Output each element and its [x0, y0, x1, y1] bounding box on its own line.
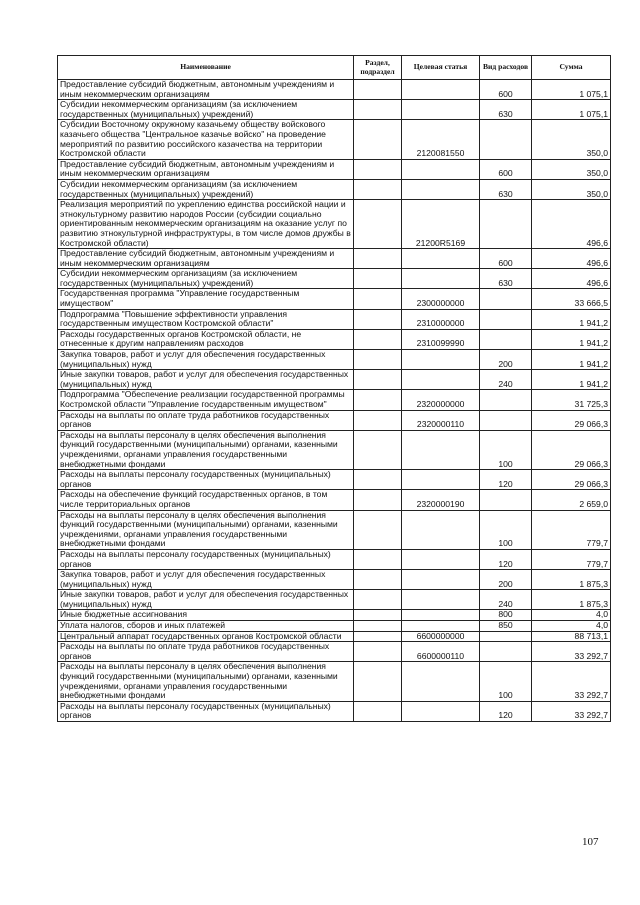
header-section: Раздел, подраздел [354, 56, 402, 80]
row-section [354, 642, 402, 662]
row-target-article: 6600000110 [402, 642, 480, 662]
table-row [58, 289, 611, 309]
row-target-article [402, 370, 480, 390]
row-target-article [402, 80, 480, 100]
row-expense-type: 120 [480, 470, 532, 490]
header-type: Вид расходов [480, 56, 532, 80]
row-name: Иные закупки товаров, работ и услуг для обеспечения государственных (муниципальных) нужд [58, 370, 354, 390]
row-section [354, 610, 402, 621]
table-row [58, 370, 611, 390]
row-target-article: 6600000000 [402, 631, 480, 642]
table-row [58, 350, 611, 370]
row-name: Уплата налогов, сборов и иных платежей [58, 621, 354, 632]
table-row [58, 621, 611, 632]
row-section [354, 510, 402, 549]
row-name: Расходы государственных органов Костромской области, не отнесенные к другим направлениям расходов [58, 329, 354, 349]
row-sum: 496,6 [532, 200, 611, 249]
row-target-article [402, 179, 480, 199]
row-name: Расходы на выплаты по оплате труда работников государственных органов [58, 642, 354, 662]
row-sum: 779,7 [532, 510, 611, 549]
row-name: Расходы на выплаты персоналу в целях обеспечения выполнения функций государственными (муниципальными) органами, казенными учреждениями, органами управления государственными внебюджетными фондами [58, 430, 354, 469]
row-expense-type [480, 410, 532, 430]
table-row [58, 549, 611, 569]
row-sum: 1 941,2 [532, 309, 611, 329]
row-sum: 33 292,7 [532, 662, 611, 701]
row-sum: 33 292,7 [532, 701, 611, 721]
row-target-article [402, 662, 480, 701]
table-row [58, 390, 611, 410]
table-row [58, 249, 611, 269]
row-name: Субсидии некоммерческим организациям (за исключением государственных (муниципальных) учреждений) [58, 100, 354, 120]
row-expense-type [480, 631, 532, 642]
row-expense-type: 200 [480, 570, 532, 590]
row-expense-type: 850 [480, 621, 532, 632]
row-expense-type [480, 200, 532, 249]
row-expense-type: 600 [480, 80, 532, 100]
row-section [354, 309, 402, 329]
row-section [354, 549, 402, 569]
row-section [354, 631, 402, 642]
table-row [58, 100, 611, 120]
row-target-article [402, 590, 480, 610]
row-sum: 33 666,5 [532, 289, 611, 309]
row-expense-type: 200 [480, 350, 532, 370]
table-row [58, 570, 611, 590]
row-expense-type: 240 [480, 590, 532, 610]
row-target-article: 2120081550 [402, 120, 480, 159]
row-expense-type [480, 642, 532, 662]
row-section [354, 350, 402, 370]
row-name: Расходы на выплаты персоналу в целях обеспечения выполнения функций государственными (муниципальными) органами, казенными учреждениями, органами управления государственными внебюджетными фондами [58, 510, 354, 549]
row-expense-type: 600 [480, 249, 532, 269]
row-target-article: 2310000000 [402, 309, 480, 329]
row-sum: 1 941,2 [532, 329, 611, 349]
row-section [354, 159, 402, 179]
table-row [58, 631, 611, 642]
row-target-article [402, 350, 480, 370]
table-row [58, 120, 611, 159]
table-row [58, 269, 611, 289]
table-row [58, 430, 611, 469]
row-section [354, 430, 402, 469]
row-sum: 779,7 [532, 549, 611, 569]
row-expense-type: 800 [480, 610, 532, 621]
row-sum: 4,0 [532, 621, 611, 632]
table-row [58, 510, 611, 549]
row-section [354, 370, 402, 390]
row-sum: 496,6 [532, 249, 611, 269]
row-target-article [402, 701, 480, 721]
table-row [58, 329, 611, 349]
row-sum: 33 292,7 [532, 642, 611, 662]
row-name: Субсидии Восточному окружному казачьему обществу войскового казачьего общества "Центральное казачье войско" на проведение мероприятий по развитию российского казачества на территории Костромской области [58, 120, 354, 159]
table-row [58, 410, 611, 430]
table-row [58, 470, 611, 490]
row-sum: 1 075,1 [532, 100, 611, 120]
row-name: Государственная программа "Управление государственным имуществом" [58, 289, 354, 309]
row-expense-type: 630 [480, 100, 532, 120]
row-section [354, 621, 402, 632]
row-sum: 1 941,2 [532, 370, 611, 390]
row-target-article [402, 100, 480, 120]
row-name: Центральный аппарат государственных органов Костромской области [58, 631, 354, 642]
row-expense-type: 630 [480, 269, 532, 289]
row-sum: 350,0 [532, 179, 611, 199]
row-sum: 350,0 [532, 120, 611, 159]
row-name: Иные бюджетные ассигнования [58, 610, 354, 621]
row-name: Расходы на выплаты по оплате труда работников государственных органов [58, 410, 354, 430]
row-target-article [402, 570, 480, 590]
row-section [354, 200, 402, 249]
row-target-article: 21200R5169 [402, 200, 480, 249]
row-target-article: 2320000190 [402, 490, 480, 510]
row-target-article: 2320000000 [402, 390, 480, 410]
row-name: Подпрограмма "Повышение эффективности управления государственным имуществом Костромской области" [58, 309, 354, 329]
header-target: Целевая статья [402, 56, 480, 80]
row-section [354, 410, 402, 430]
table-body [58, 80, 611, 722]
table-row [58, 159, 611, 179]
page-number: 107 [582, 836, 599, 848]
row-name: Иные закупки товаров, работ и услуг для обеспечения государственных (муниципальных) нужд [58, 590, 354, 610]
table-row [58, 200, 611, 249]
table-header-row [58, 56, 611, 80]
row-expense-type [480, 289, 532, 309]
row-expense-type: 120 [480, 549, 532, 569]
row-section [354, 179, 402, 199]
row-expense-type [480, 490, 532, 510]
row-target-article: 2310099990 [402, 329, 480, 349]
row-target-article [402, 269, 480, 289]
row-sum: 4,0 [532, 610, 611, 621]
row-section [354, 289, 402, 309]
table-row [58, 490, 611, 510]
row-sum: 2 659,0 [532, 490, 611, 510]
row-name: Субсидии некоммерческим организациям (за исключением государственных (муниципальных) учреждений) [58, 269, 354, 289]
table-row [58, 701, 611, 721]
row-name: Субсидии некоммерческим организациям (за исключением государственных (муниципальных) учреждений) [58, 179, 354, 199]
row-expense-type: 100 [480, 430, 532, 469]
row-section [354, 249, 402, 269]
row-name: Расходы на выплаты персоналу государственных (муниципальных) органов [58, 470, 354, 490]
row-name: Реализация мероприятий по укреплению единства российской нации и этнокультурному развитию народов России (субсидии социально ориентированным некоммерческим организациям на оказание услуг по развитию этнокультурной инфраструктуры, в том числе домов дружбы в Костромской области) [58, 200, 354, 249]
header-name: Наименование [58, 56, 354, 80]
row-expense-type: 600 [480, 159, 532, 179]
table-row [58, 80, 611, 100]
row-name: Расходы на обеспечение функций государственных органов, в том числе территориальных органов [58, 490, 354, 510]
row-section [354, 269, 402, 289]
row-target-article [402, 430, 480, 469]
row-section [354, 490, 402, 510]
row-section [354, 100, 402, 120]
row-expense-type [480, 390, 532, 410]
row-section [354, 470, 402, 490]
budget-table [57, 55, 611, 722]
table-row [58, 590, 611, 610]
row-expense-type: 630 [480, 179, 532, 199]
row-expense-type: 100 [480, 662, 532, 701]
row-section [354, 590, 402, 610]
row-sum: 1 941,2 [532, 350, 611, 370]
row-sum: 1 875,3 [532, 590, 611, 610]
row-section [354, 570, 402, 590]
table-row [58, 309, 611, 329]
row-section [354, 662, 402, 701]
row-target-article [402, 610, 480, 621]
row-target-article [402, 159, 480, 179]
row-name: Закупка товаров, работ и услуг для обеспечения государственных (муниципальных) нужд [58, 570, 354, 590]
row-name: Расходы на выплаты персоналу государственных (муниципальных) органов [58, 549, 354, 569]
row-section [354, 80, 402, 100]
row-expense-type: 120 [480, 701, 532, 721]
table-row [58, 662, 611, 701]
row-sum: 29 066,3 [532, 430, 611, 469]
header-sum: Сумма [532, 56, 611, 80]
row-name: Предоставление субсидий бюджетным, автономным учреждениям и иным некоммерческим организациям [58, 249, 354, 269]
row-name: Закупка товаров, работ и услуг для обеспечения государственных (муниципальных) нужд [58, 350, 354, 370]
row-section [354, 120, 402, 159]
row-name: Расходы на выплаты персоналу в целях обеспечения выполнения функций государственными (муниципальными) органами, казенными учреждениями, органами управления государственными внебюджетными фондами [58, 662, 354, 701]
row-section [354, 329, 402, 349]
row-expense-type [480, 120, 532, 159]
row-target-article [402, 549, 480, 569]
row-target-article: 2320000110 [402, 410, 480, 430]
row-sum: 88 713,1 [532, 631, 611, 642]
row-name: Расходы на выплаты персоналу государственных (муниципальных) органов [58, 701, 354, 721]
row-name: Предоставление субсидий бюджетным, автономным учреждениям и иным некоммерческим организациям [58, 159, 354, 179]
row-target-article [402, 249, 480, 269]
row-expense-type: 100 [480, 510, 532, 549]
row-sum: 29 066,3 [532, 470, 611, 490]
row-target-article [402, 621, 480, 632]
row-sum: 1 875,3 [532, 570, 611, 590]
row-target-article [402, 470, 480, 490]
row-sum: 350,0 [532, 159, 611, 179]
table-row [58, 610, 611, 621]
row-target-article [402, 510, 480, 549]
table-row [58, 642, 611, 662]
row-section [354, 701, 402, 721]
row-section [354, 390, 402, 410]
row-target-article: 2300000000 [402, 289, 480, 309]
row-sum: 496,6 [532, 269, 611, 289]
row-sum: 1 075,1 [532, 80, 611, 100]
row-expense-type [480, 309, 532, 329]
row-expense-type [480, 329, 532, 349]
row-name: Предоставление субсидий бюджетным, автономным учреждениям и иным некоммерческим организациям [58, 80, 354, 100]
row-expense-type: 240 [480, 370, 532, 390]
table-row [58, 179, 611, 199]
row-name: Подпрограмма "Обеспечение реализации государственной программы Костромской области "Управление государственным имуществом" [58, 390, 354, 410]
row-sum: 29 066,3 [532, 410, 611, 430]
row-sum: 31 725,3 [532, 390, 611, 410]
